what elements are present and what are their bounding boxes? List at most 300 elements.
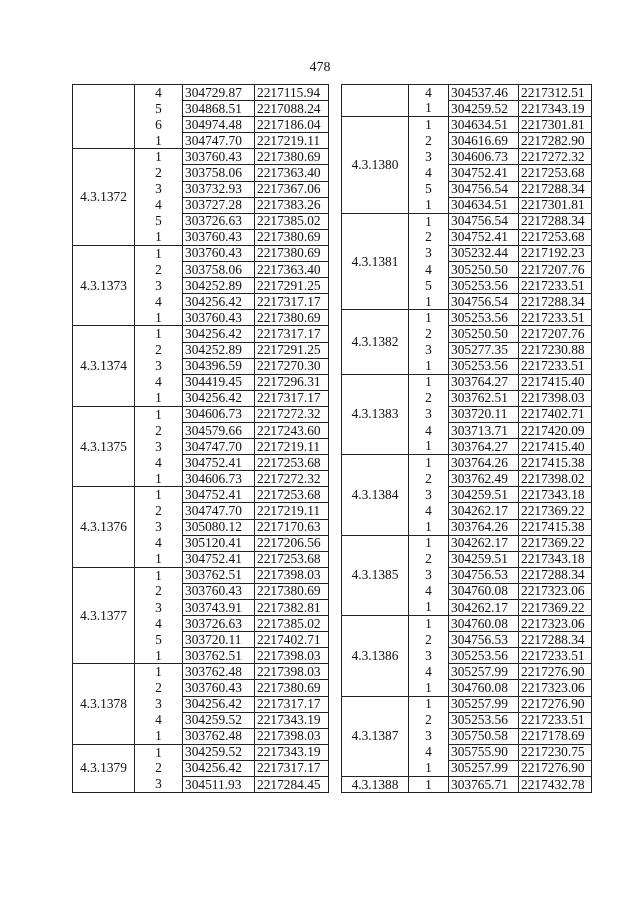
y-coordinate-cell: 2217317.17: [255, 696, 329, 712]
y-coordinate-cell: 2217343.19: [519, 101, 592, 117]
point-number-cell: 1: [135, 664, 183, 680]
x-coordinate-cell: 304752.41: [449, 165, 519, 181]
point-number-cell: 4: [135, 712, 183, 728]
x-coordinate-cell: 305253.56: [449, 358, 519, 374]
x-coordinate-cell: 304760.08: [449, 583, 519, 599]
x-coordinate-cell: 303727.28: [183, 197, 255, 213]
point-number-cell: 3: [135, 519, 183, 535]
x-coordinate-cell: 305257.99: [449, 760, 519, 776]
point-number-cell: 1: [135, 728, 183, 744]
point-number-cell: 1: [409, 777, 449, 793]
x-coordinate-cell: 303713.71: [449, 422, 519, 438]
y-coordinate-cell: 2217383.26: [255, 197, 329, 213]
point-number-cell: 3: [409, 149, 449, 165]
point-number-cell: 2: [409, 551, 449, 567]
y-coordinate-cell: 2217170.63: [255, 519, 329, 535]
point-number-cell: 2: [409, 229, 449, 245]
y-coordinate-cell: 2217380.69: [255, 310, 329, 326]
table-row: [73, 245, 329, 261]
x-coordinate-cell: 303720.11: [449, 406, 519, 422]
table-row: [342, 310, 592, 326]
x-coordinate-cell: 304752.41: [449, 229, 519, 245]
y-coordinate-cell: 2217380.69: [255, 680, 329, 696]
y-coordinate-cell: 2217282.90: [519, 133, 592, 149]
point-number-cell: 4: [409, 583, 449, 599]
point-number-cell: 1: [409, 439, 449, 455]
x-coordinate-cell: 304752.41: [183, 487, 255, 503]
y-coordinate-cell: 2217380.69: [255, 149, 329, 165]
x-coordinate-cell: 304259.52: [183, 712, 255, 728]
y-coordinate-cell: 2217323.06: [519, 616, 592, 632]
x-coordinate-cell: 305080.12: [183, 519, 255, 535]
x-coordinate-cell: 304259.52: [449, 101, 519, 117]
y-coordinate-cell: 2217343.18: [519, 551, 592, 567]
x-coordinate-cell: 304262.17: [449, 535, 519, 551]
x-coordinate-cell: 304259.52: [183, 744, 255, 760]
x-coordinate-cell: 303762.51: [183, 567, 255, 583]
point-number-cell: 4: [409, 503, 449, 519]
coordinate-table-left: [72, 84, 329, 793]
y-coordinate-cell: 2217323.06: [519, 583, 592, 599]
y-coordinate-cell: 2217230.75: [519, 744, 592, 760]
y-coordinate-cell: 2217317.17: [255, 760, 329, 776]
x-coordinate-cell: 304756.53: [449, 632, 519, 648]
section-number-cell: [73, 85, 135, 149]
x-coordinate-cell: 305232.44: [449, 245, 519, 261]
section-number-cell: 4.3.1382: [342, 310, 409, 374]
y-coordinate-cell: 2217233.51: [519, 310, 592, 326]
y-coordinate-cell: 2217367.06: [255, 181, 329, 197]
x-coordinate-cell: 304606.73: [183, 406, 255, 422]
y-coordinate-cell: 2217398.03: [255, 648, 329, 664]
y-coordinate-cell: 2217296.31: [255, 374, 329, 390]
y-coordinate-cell: 2217398.03: [519, 390, 592, 406]
x-coordinate-cell: 305277.35: [449, 342, 519, 358]
y-coordinate-cell: 2217363.40: [255, 262, 329, 278]
y-coordinate-cell: 2217343.19: [255, 744, 329, 760]
y-coordinate-cell: 2217301.81: [519, 197, 592, 213]
x-coordinate-cell: 304256.42: [183, 326, 255, 342]
point-number-cell: 1: [135, 744, 183, 760]
point-number-cell: 1: [409, 680, 449, 696]
point-number-cell: 2: [135, 760, 183, 776]
point-number-cell: 3: [135, 181, 183, 197]
point-number-cell: 5: [135, 632, 183, 648]
point-number-cell: 1: [135, 133, 183, 149]
table-row: [342, 85, 592, 101]
table-row: [73, 744, 329, 760]
y-coordinate-cell: 2217253.68: [255, 487, 329, 503]
section-number-cell: 4.3.1372: [73, 149, 135, 246]
point-number-cell: 3: [135, 358, 183, 374]
y-coordinate-cell: 2217233.51: [519, 712, 592, 728]
x-coordinate-cell: 303764.27: [449, 374, 519, 390]
y-coordinate-cell: 2217301.81: [519, 117, 592, 133]
point-number-cell: 3: [409, 245, 449, 261]
x-coordinate-cell: 305257.99: [449, 696, 519, 712]
section-number-cell: 4.3.1374: [73, 326, 135, 406]
y-coordinate-cell: 2217402.71: [519, 406, 592, 422]
table-row: [73, 326, 329, 342]
point-number-cell: 1: [135, 229, 183, 245]
page-number: 478: [309, 60, 331, 75]
section-number-cell: 4.3.1377: [73, 567, 135, 664]
point-number-cell: 2: [135, 422, 183, 438]
point-number-cell: 1: [409, 294, 449, 310]
x-coordinate-cell: 304756.54: [449, 181, 519, 197]
point-number-cell: 2: [135, 342, 183, 358]
x-coordinate-cell: 303758.06: [183, 165, 255, 181]
x-coordinate-cell: 305253.56: [449, 310, 519, 326]
x-coordinate-cell: 303764.27: [449, 439, 519, 455]
x-coordinate-cell: 304756.54: [449, 213, 519, 229]
point-number-cell: 2: [409, 632, 449, 648]
table-row: [73, 85, 329, 101]
point-number-cell: 4: [409, 664, 449, 680]
point-number-cell: 4: [135, 294, 183, 310]
x-coordinate-cell: 304756.54: [449, 294, 519, 310]
table-row: [73, 487, 329, 503]
point-number-cell: 3: [135, 439, 183, 455]
point-number-cell: 3: [135, 777, 183, 793]
y-coordinate-cell: 2217380.69: [255, 245, 329, 261]
x-coordinate-cell: 304262.17: [449, 503, 519, 519]
section-number-cell: 4.3.1381: [342, 213, 409, 310]
section-number-cell: 4.3.1383: [342, 374, 409, 454]
point-number-cell: 4: [409, 85, 449, 101]
point-number-cell: 5: [135, 101, 183, 117]
point-number-cell: 4: [135, 374, 183, 390]
y-coordinate-cell: 2217219.11: [255, 133, 329, 149]
y-coordinate-cell: 2217088.24: [255, 101, 329, 117]
point-number-cell: 1: [135, 487, 183, 503]
x-coordinate-cell: 303726.63: [183, 213, 255, 229]
point-number-cell: 4: [409, 422, 449, 438]
point-number-cell: 2: [409, 471, 449, 487]
point-number-cell: 1: [409, 310, 449, 326]
point-number-cell: 1: [135, 567, 183, 583]
point-number-cell: 2: [409, 712, 449, 728]
x-coordinate-cell: 303760.43: [183, 149, 255, 165]
point-number-cell: 4: [409, 262, 449, 278]
x-coordinate-cell: 305253.56: [449, 648, 519, 664]
y-coordinate-cell: 2217317.17: [255, 326, 329, 342]
point-number-cell: 2: [135, 583, 183, 599]
y-coordinate-cell: 2217380.69: [255, 583, 329, 599]
y-coordinate-cell: 2217385.02: [255, 213, 329, 229]
x-coordinate-cell: 303765.71: [449, 777, 519, 793]
y-coordinate-cell: 2217415.38: [519, 455, 592, 471]
x-coordinate-cell: 304256.42: [183, 294, 255, 310]
y-coordinate-cell: 2217207.76: [519, 262, 592, 278]
x-coordinate-cell: 304256.42: [183, 760, 255, 776]
x-coordinate-cell: 303762.48: [183, 664, 255, 680]
point-number-cell: 1: [135, 471, 183, 487]
table-row: [342, 777, 592, 793]
section-number-cell: 4.3.1388: [342, 777, 409, 793]
x-coordinate-cell: 304634.51: [449, 197, 519, 213]
y-coordinate-cell: 2217398.03: [255, 567, 329, 583]
x-coordinate-cell: 303760.43: [183, 680, 255, 696]
point-number-cell: 3: [409, 487, 449, 503]
table-row: [342, 213, 592, 229]
point-number-cell: 4: [135, 616, 183, 632]
point-number-cell: 1: [409, 519, 449, 535]
section-number-cell: 4.3.1386: [342, 616, 409, 696]
x-coordinate-cell: 304419.45: [183, 374, 255, 390]
y-coordinate-cell: 2217233.51: [519, 648, 592, 664]
y-coordinate-cell: 2217382.81: [255, 600, 329, 616]
y-coordinate-cell: 2217233.51: [519, 278, 592, 294]
x-coordinate-cell: 304760.08: [449, 616, 519, 632]
y-coordinate-cell: 2217369.22: [519, 503, 592, 519]
y-coordinate-cell: 2217398.03: [255, 664, 329, 680]
y-coordinate-cell: 2217284.45: [255, 777, 329, 793]
x-coordinate-cell: 304752.41: [183, 551, 255, 567]
y-coordinate-cell: 2217253.68: [255, 551, 329, 567]
x-coordinate-cell: 304396.59: [183, 358, 255, 374]
section-number-cell: 4.3.1378: [73, 664, 135, 744]
y-coordinate-cell: 2217343.19: [255, 712, 329, 728]
x-coordinate-cell: 303758.06: [183, 262, 255, 278]
y-coordinate-cell: 2217343.18: [519, 487, 592, 503]
y-coordinate-cell: 2217291.25: [255, 278, 329, 294]
y-coordinate-cell: 2217317.17: [255, 390, 329, 406]
point-number-cell: 1: [409, 600, 449, 616]
y-coordinate-cell: 2217276.90: [519, 664, 592, 680]
y-coordinate-cell: 2217219.11: [255, 439, 329, 455]
point-number-cell: 4: [135, 535, 183, 551]
table-row: [342, 374, 592, 390]
x-coordinate-cell: 304760.08: [449, 680, 519, 696]
x-coordinate-cell: 305253.56: [449, 278, 519, 294]
y-coordinate-cell: 2217369.22: [519, 600, 592, 616]
y-coordinate-cell: 2217432.78: [519, 777, 592, 793]
x-coordinate-cell: 304634.51: [449, 117, 519, 133]
x-coordinate-cell: 305120.41: [183, 535, 255, 551]
section-number-cell: 4.3.1384: [342, 455, 409, 535]
y-coordinate-cell: 2217186.04: [255, 117, 329, 133]
point-number-cell: 1: [135, 551, 183, 567]
table-row: [342, 117, 592, 133]
point-number-cell: 1: [135, 326, 183, 342]
point-number-cell: 3: [135, 600, 183, 616]
section-number-cell: 4.3.1385: [342, 535, 409, 615]
section-number-cell: 4.3.1376: [73, 487, 135, 567]
x-coordinate-cell: 303720.11: [183, 632, 255, 648]
y-coordinate-cell: 2217272.32: [255, 471, 329, 487]
section-number-cell: 4.3.1387: [342, 696, 409, 776]
y-coordinate-cell: 2217253.68: [519, 229, 592, 245]
point-number-cell: 1: [409, 101, 449, 117]
y-coordinate-cell: 2217243.60: [255, 422, 329, 438]
x-coordinate-cell: 303762.51: [449, 390, 519, 406]
y-coordinate-cell: 2217363.40: [255, 165, 329, 181]
x-coordinate-cell: 304729.87: [183, 85, 255, 101]
y-coordinate-cell: 2217415.40: [519, 439, 592, 455]
point-number-cell: 1: [409, 358, 449, 374]
section-number-cell: 4.3.1375: [73, 406, 135, 486]
x-coordinate-cell: 304252.89: [183, 278, 255, 294]
y-coordinate-cell: 2217398.03: [255, 728, 329, 744]
x-coordinate-cell: 304974.48: [183, 117, 255, 133]
y-coordinate-cell: 2217178.69: [519, 728, 592, 744]
table-row: [73, 567, 329, 583]
point-number-cell: 3: [135, 696, 183, 712]
x-coordinate-cell: 304752.41: [183, 455, 255, 471]
y-coordinate-cell: 2217385.02: [255, 616, 329, 632]
point-number-cell: 1: [409, 760, 449, 776]
point-number-cell: 4: [409, 165, 449, 181]
table-row: [73, 149, 329, 165]
x-coordinate-cell: 304606.73: [449, 149, 519, 165]
y-coordinate-cell: 2217233.51: [519, 358, 592, 374]
table-row: [342, 696, 592, 712]
point-number-cell: 2: [135, 503, 183, 519]
point-number-cell: 2: [135, 165, 183, 181]
point-number-cell: 1: [409, 117, 449, 133]
y-coordinate-cell: 2217192.23: [519, 245, 592, 261]
point-number-cell: 4: [135, 85, 183, 101]
point-number-cell: 2: [409, 326, 449, 342]
point-number-cell: 1: [409, 535, 449, 551]
y-coordinate-cell: 2217323.06: [519, 680, 592, 696]
point-number-cell: 1: [135, 390, 183, 406]
y-coordinate-cell: 2217253.68: [519, 165, 592, 181]
y-coordinate-cell: 2217402.71: [255, 632, 329, 648]
x-coordinate-cell: 304616.69: [449, 133, 519, 149]
point-number-cell: 1: [409, 616, 449, 632]
point-number-cell: 1: [135, 245, 183, 261]
y-coordinate-cell: 2217115.94: [255, 85, 329, 101]
y-coordinate-cell: 2217312.51: [519, 85, 592, 101]
y-coordinate-cell: 2217317.17: [255, 294, 329, 310]
point-number-cell: 5: [409, 181, 449, 197]
y-coordinate-cell: 2217272.32: [519, 149, 592, 165]
x-coordinate-cell: 304756.53: [449, 567, 519, 583]
x-coordinate-cell: 305250.50: [449, 326, 519, 342]
y-coordinate-cell: 2217270.30: [255, 358, 329, 374]
point-number-cell: 2: [409, 133, 449, 149]
x-coordinate-cell: 303762.49: [449, 471, 519, 487]
section-number-cell: 4.3.1379: [73, 744, 135, 792]
point-number-cell: 1: [409, 213, 449, 229]
point-number-cell: 4: [135, 197, 183, 213]
point-number-cell: 2: [409, 390, 449, 406]
x-coordinate-cell: 304259.51: [449, 551, 519, 567]
y-coordinate-cell: 2217207.76: [519, 326, 592, 342]
section-number-cell: [342, 85, 409, 117]
x-coordinate-cell: 303760.43: [183, 245, 255, 261]
x-coordinate-cell: 304511.93: [183, 777, 255, 793]
table-row: [73, 664, 329, 680]
point-number-cell: 3: [409, 567, 449, 583]
x-coordinate-cell: 304256.42: [183, 390, 255, 406]
x-coordinate-cell: 304747.70: [183, 133, 255, 149]
y-coordinate-cell: 2217415.38: [519, 519, 592, 535]
y-coordinate-cell: 2217288.34: [519, 294, 592, 310]
x-coordinate-cell: 303726.63: [183, 616, 255, 632]
y-coordinate-cell: 2217369.22: [519, 535, 592, 551]
y-coordinate-cell: 2217230.88: [519, 342, 592, 358]
table-row: [342, 455, 592, 471]
point-number-cell: 4: [135, 455, 183, 471]
x-coordinate-cell: 304537.46: [449, 85, 519, 101]
x-coordinate-cell: 303764.26: [449, 455, 519, 471]
x-coordinate-cell: 305755.90: [449, 744, 519, 760]
table-row: [342, 616, 592, 632]
y-coordinate-cell: 2217398.02: [519, 471, 592, 487]
point-number-cell: 2: [135, 262, 183, 278]
x-coordinate-cell: 304259.51: [449, 487, 519, 503]
y-coordinate-cell: 2217291.25: [255, 342, 329, 358]
x-coordinate-cell: 304262.17: [449, 600, 519, 616]
y-coordinate-cell: 2217276.90: [519, 696, 592, 712]
y-coordinate-cell: 2217219.11: [255, 503, 329, 519]
y-coordinate-cell: 2217276.90: [519, 760, 592, 776]
x-coordinate-cell: 303762.51: [183, 648, 255, 664]
y-coordinate-cell: 2217288.34: [519, 567, 592, 583]
x-coordinate-cell: 305257.99: [449, 664, 519, 680]
x-coordinate-cell: 304868.51: [183, 101, 255, 117]
point-number-cell: 6: [135, 117, 183, 133]
point-number-cell: 4: [409, 744, 449, 760]
x-coordinate-cell: 304252.89: [183, 342, 255, 358]
y-coordinate-cell: 2217253.68: [255, 455, 329, 471]
x-coordinate-cell: 303764.26: [449, 519, 519, 535]
y-coordinate-cell: 2217420.09: [519, 422, 592, 438]
point-number-cell: 3: [409, 728, 449, 744]
section-number-cell: 4.3.1380: [342, 117, 409, 214]
point-number-cell: 1: [409, 455, 449, 471]
point-number-cell: 2: [135, 680, 183, 696]
x-coordinate-cell: 304579.66: [183, 422, 255, 438]
y-coordinate-cell: 2217288.34: [519, 181, 592, 197]
coordinate-table-right: [341, 84, 592, 793]
point-number-cell: 1: [135, 310, 183, 326]
y-coordinate-cell: 2217288.34: [519, 213, 592, 229]
table-row: [342, 535, 592, 551]
x-coordinate-cell: 304747.70: [183, 503, 255, 519]
y-coordinate-cell: 2217206.56: [255, 535, 329, 551]
point-number-cell: 3: [135, 278, 183, 294]
point-number-cell: 1: [409, 374, 449, 390]
point-number-cell: 3: [409, 342, 449, 358]
x-coordinate-cell: 303732.93: [183, 181, 255, 197]
table-row: [73, 406, 329, 422]
x-coordinate-cell: 303760.43: [183, 310, 255, 326]
x-coordinate-cell: 305250.50: [449, 262, 519, 278]
x-coordinate-cell: 303762.48: [183, 728, 255, 744]
x-coordinate-cell: 305750.58: [449, 728, 519, 744]
x-coordinate-cell: 304747.70: [183, 439, 255, 455]
x-coordinate-cell: 303743.91: [183, 600, 255, 616]
point-number-cell: 1: [409, 696, 449, 712]
y-coordinate-cell: 2217415.40: [519, 374, 592, 390]
y-coordinate-cell: 2217272.32: [255, 406, 329, 422]
x-coordinate-cell: 303760.43: [183, 229, 255, 245]
x-coordinate-cell: 305253.56: [449, 712, 519, 728]
point-number-cell: 3: [409, 406, 449, 422]
x-coordinate-cell: 304256.42: [183, 696, 255, 712]
x-coordinate-cell: 303760.43: [183, 583, 255, 599]
point-number-cell: 1: [135, 406, 183, 422]
point-number-cell: 1: [409, 197, 449, 213]
point-number-cell: 3: [409, 648, 449, 664]
point-number-cell: 5: [135, 213, 183, 229]
point-number-cell: 1: [135, 648, 183, 664]
y-coordinate-cell: 2217380.69: [255, 229, 329, 245]
